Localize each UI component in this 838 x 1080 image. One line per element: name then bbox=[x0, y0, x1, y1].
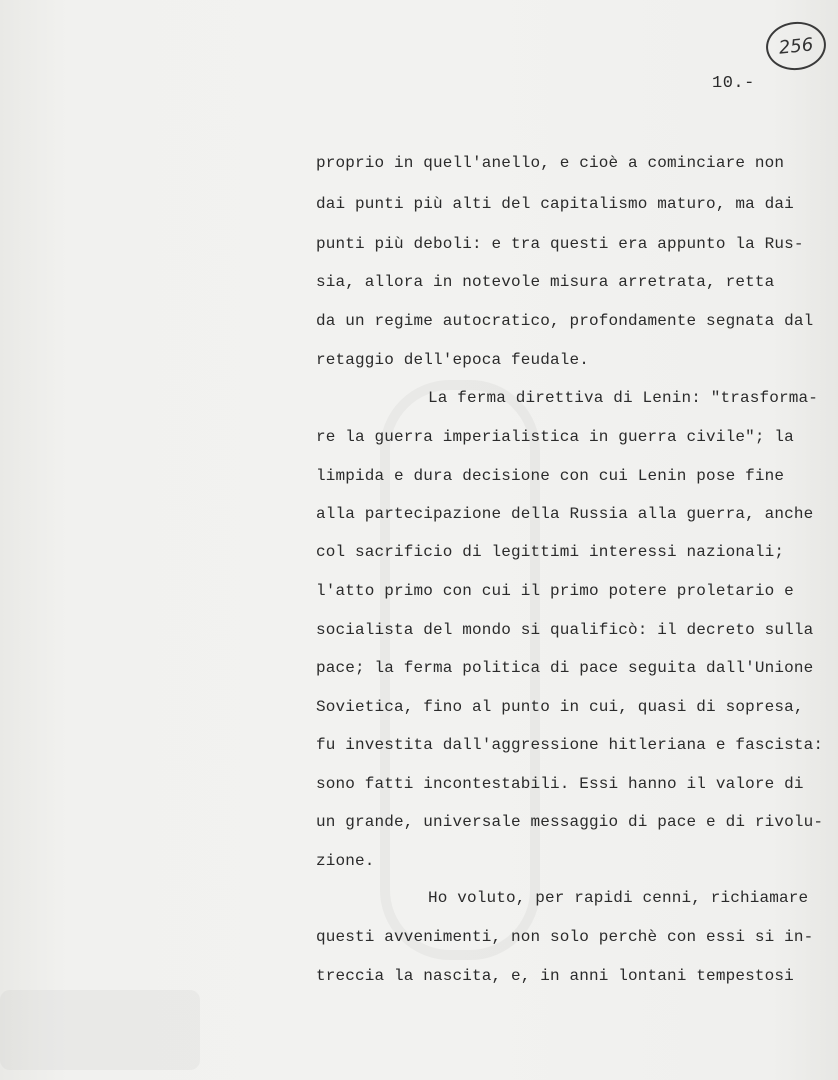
text-line: zione. bbox=[316, 852, 375, 870]
text-line: retaggio dell'epoca feudale. bbox=[316, 351, 590, 369]
text-line: da un regime autocratico, profondamente segnata dal bbox=[316, 312, 814, 330]
archive-stamp: 256 bbox=[764, 19, 829, 73]
text-line: alla partecipazione della Russia alla guerra, anche bbox=[316, 505, 814, 523]
page-number: 10.- bbox=[712, 74, 755, 93]
text-line: fu investita dall'aggressione hitleriana e fascista: bbox=[316, 736, 824, 754]
text-line: re la guerra imperialistica in guerra civile"; la bbox=[316, 428, 794, 446]
text-line: col sacrificio di legittimi interessi nazionali; bbox=[316, 543, 785, 561]
text-line: limpida e dura decisione con cui Lenin pose fine bbox=[316, 467, 785, 485]
text-line: dai punti più alti del capitalismo maturo, ma dai bbox=[316, 195, 794, 213]
text-line: questi avvenimenti, non solo perchè con essi si in- bbox=[316, 928, 814, 946]
watermark-logo bbox=[0, 990, 200, 1070]
text-line: l'atto primo con cui il primo potere proletario e bbox=[316, 582, 794, 600]
text-line: sono fatti incontestabili. Essi hanno il valore di bbox=[316, 775, 804, 793]
text-line: Sovietica, fino al punto in cui, quasi di sopresa, bbox=[316, 698, 804, 716]
text-line: socialista del mondo si qualificò: il decreto sulla bbox=[316, 621, 814, 639]
text-line: treccia la nascita, e, in anni lontani tempestosi bbox=[316, 967, 794, 985]
text-line: punti più deboli: e tra questi era appunto la Rus- bbox=[316, 235, 804, 253]
text-line: sia, allora in notevole misura arretrata, retta bbox=[316, 273, 775, 291]
paragraph-start-line: Ho voluto, per rapidi cenni, richiamare bbox=[428, 889, 809, 907]
text-line: un grande, universale messaggio di pace e di rivolu- bbox=[316, 813, 824, 831]
text-line: pace; la ferma politica di pace seguita dall'Unione bbox=[316, 659, 814, 677]
paragraph-start-line: La ferma direttiva di Lenin: "trasforma- bbox=[428, 389, 819, 407]
text-line: proprio in quell'anello, e cioè a cominciare non bbox=[316, 154, 785, 172]
